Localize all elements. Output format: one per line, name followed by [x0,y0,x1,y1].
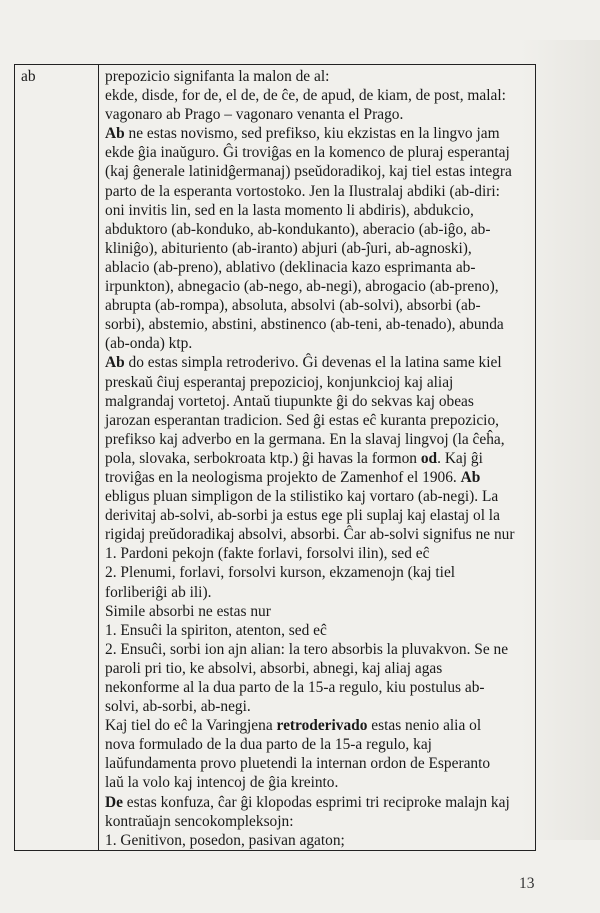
definition-line: ekde ĝia inaŭguro. Ĝi troviĝas en la komenco de pluraj esperantaj [105,144,510,162]
text-segment: estas konfuza, ĉar ĝi klopodas esprimi tri reciproke malajn kaj [122,793,510,811]
definition-line: rigidaj preŭdoradikaj absolvi, absorbi. Ĉar ab-solvi signifus ne nur [105,526,515,544]
page-number: 13 [519,875,535,892]
headword-cell [15,65,99,851]
bold-term: De [105,793,123,811]
definition-line [105,449,530,468]
definition-line: malgrandaj vortetoj. Antaŭ tiupunkte ĝi do sekvas kaj obeas [105,392,474,410]
bold-term: Ab [105,354,125,372]
definition-line: prepozicio signifanta la malon de al: [105,68,330,85]
definition-line: solvi, ab-sorbi, ab-negi. [105,698,251,716]
definition-line: sorbi), abstemio, abstini, abstinenco (ab-teni, ab-tenado), abunda [105,316,504,334]
definition-line: ablacio (ab-preno), ablativo (deklinacia kazo esprimanta ab- [105,258,476,276]
dictionary-entry-table [14,64,536,851]
definition-line: 2. Ensuĉi, sorbi ion ajn alian: la tero absorbis la pluvakvon. Se ne [105,640,509,658]
definition-line [105,793,530,812]
definition-line: vagonaro ab Prago – vagonaro venanta el Prago. [105,106,404,124]
definition-line: 1. Pardoni pekojn (fakte forlavi, forsolvi ilin), sed eĉ [105,545,430,563]
definition-line: (ab-onda) ktp. [105,335,193,353]
bold-term: od [420,449,438,467]
definition-line: laŭ la volo kaj intencoj de ĝia kreinto. [105,774,339,792]
definition-line: ekde, disde, for de, el de, de ĉe, de apud, de kiam, de post, malal: [105,87,506,105]
headword: ab [21,68,36,85]
text-segment: Kaj tiel do eĉ la Varingjena [105,717,277,735]
definition-line: (kaj ĝenerale latinidĝermanaj) pseŭdoradikoj, kaj tiel estas integra [105,163,512,181]
bold-term: Ab [105,125,125,143]
definition-line: nekonforme al la dua parto de la 15-a regulo, kiu postulus ab- [105,679,485,696]
definition-line: irpunkton), abnegacio (ab-nego, ab-negi), abrogacio (ab-preno), [105,278,499,296]
definition-line: ebligus pluan simpligon de la stilistiko kaj vortaro (ab-negi). La [105,488,499,506]
definition-line [105,468,530,487]
definition-line: kliniĝo), abituriento (ab-iranto) abjuri (ab-ĵuri, ab-agnoski), [105,239,472,257]
definition-line [105,124,530,143]
definition-line: preskaŭ ĉiuj esperantaj prepozicioj, konjunkcioj kaj aliaj [105,373,454,391]
bold-term: Ab [460,468,481,486]
entry-row [15,65,536,851]
definition-line: 2. Plenumi, forlavi, forsolvi kurson, ekzamenojn (kaj tiel [105,564,456,582]
text-segment: pola, slovaka, serbokroata ktp.) ĝi havas la formon [105,449,421,467]
definition-line: Simile absorbi ne estas nur [105,602,271,620]
definition-line [105,353,530,372]
definition-line: laŭfundamenta provo pluetendi la internan ordon de Esperanto [105,755,491,773]
definition-line: prefikso kaj adverbo en la germana. En la slavaj lingvoj (la ĉeĥa, [105,430,505,448]
definition-line: nova formulado de la dua parto de la 15-a regulo, kaj [105,736,432,754]
text-segment: troviĝas en la neologisma projekto de Zamenhof el 1906. [105,468,461,486]
text-segment: do estas simpla retroderivo. Ĝi devenas el la latina same kiel [124,354,502,372]
definition-line [105,716,530,735]
definition-line: forliberiĝi ab ili). [105,583,212,601]
definition-line: derivitaj ab-solvi, ab-sorbi ja estus ege pli suplaj kaj elastaj ol la [105,507,500,525]
definition-line: abduktoro (ab-konduko, ab-kondukanto), aberacio (ab-iĝo, ab- [105,220,491,238]
definition-line: 1. Ensuĉi la spiriton, atenton, sed eĉ [105,621,327,639]
definition-line: kontraŭajn sencokompleksojn: [105,812,294,830]
text-segment: estas nenio alia ol [367,717,482,735]
definition-line: paroli pri tio, ke absolvi, absorbi, abnegi, kaj aliaj agas [105,659,443,677]
definition-line: abrupta (ab-rompa), absoluta, absolvi (ab-solvi), absorbi (ab- [105,297,481,315]
definition-line: 1. Genitivon, posedon, pasivan agaton; [105,831,345,849]
definition-line: parto de la esperanta vortostoko. Jen la Ilustralaj abdiki (ab-diri: [105,182,500,200]
definition-cell [99,65,536,851]
definition-text [105,67,530,850]
bold-term: retroderivado [276,717,368,735]
text-segment: ne estas novismo, sed prefikso, kiu ekzistas en la lingvo jam [124,125,500,143]
text-segment: . Kaj ĝi [437,449,483,467]
definition-line: jarozan esperantan tradicion. Sed ĝi estas eĉ kuranta prepozicio, [105,411,500,429]
definition-line: oni invitis lin, sed en la lasta momento li abdiris), abdukcio, [105,201,474,219]
